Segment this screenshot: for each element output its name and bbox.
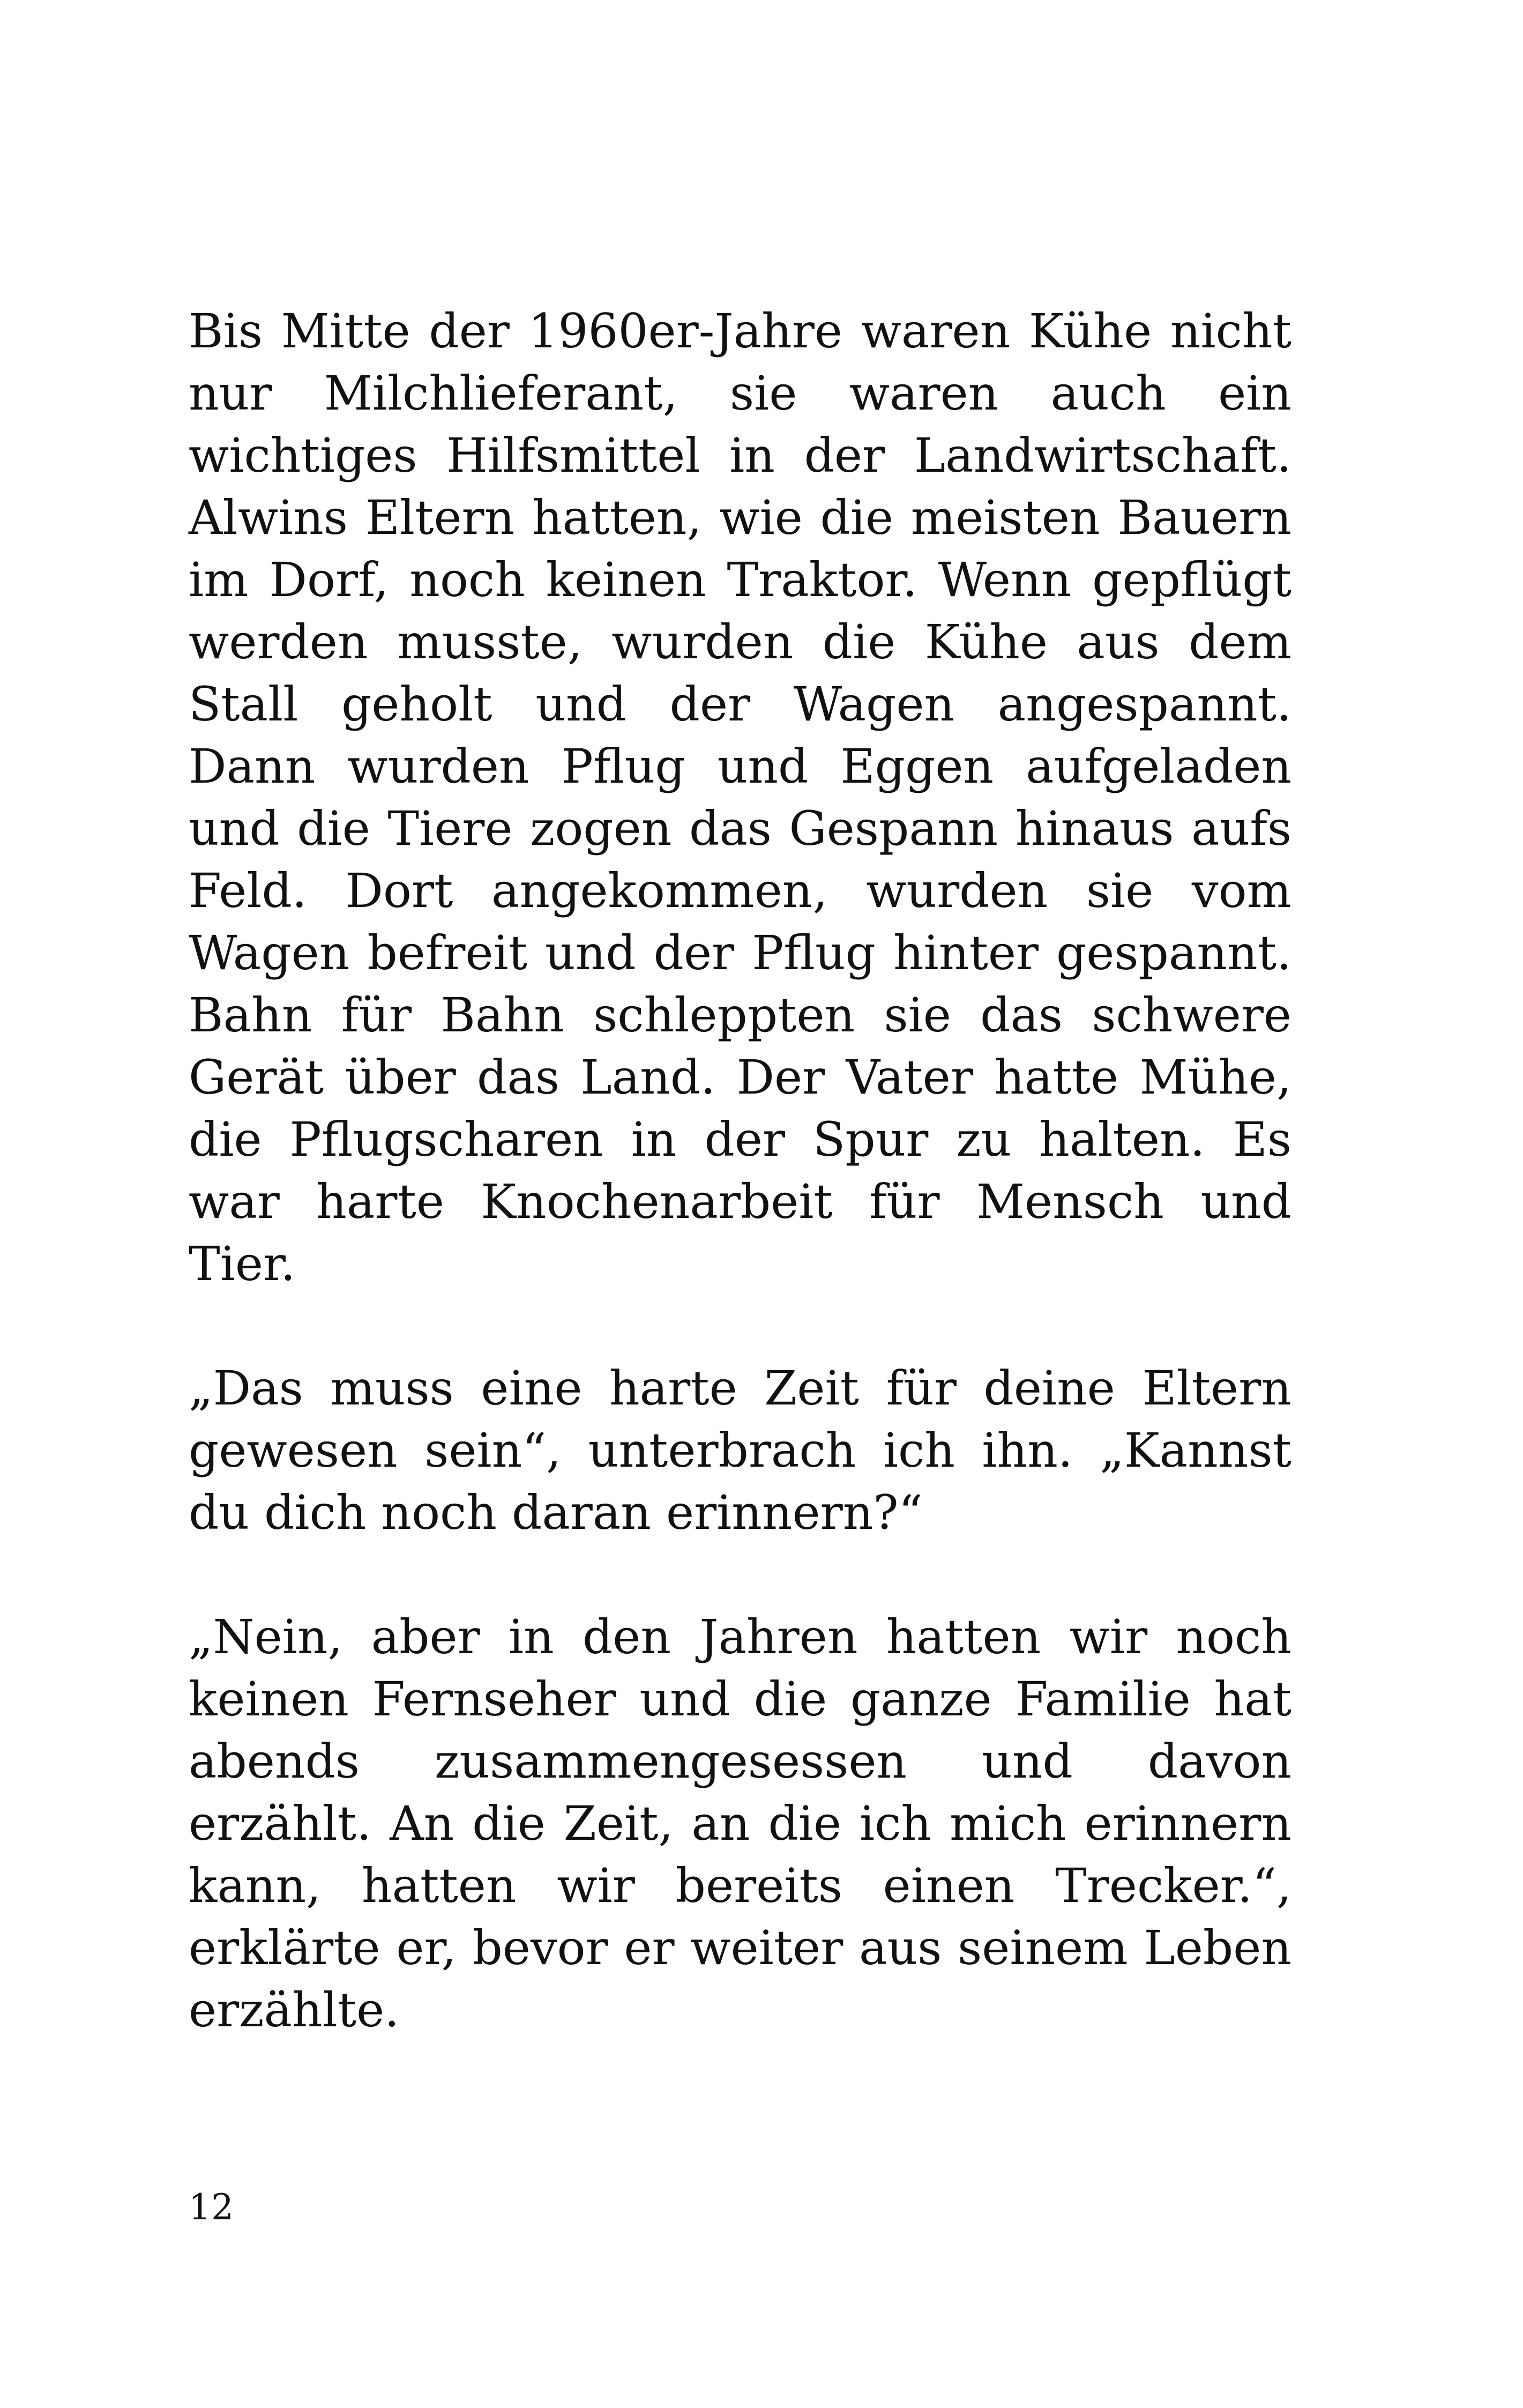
paragraph-1: Bis Mitte der 1960er-Jahre waren Kühe nicht nur Milchlieferant, sie waren auch ein wichtiges Hilfsmittel in der Landwirtschaft. Alwins Eltern hatten, wie die meisten Bauern im Dorf, noch keinen Traktor. Wenn gepflügt werden musste, wurden die Kühe aus dem Stall geholt und der Wagen angespannt. Dann wurden Pflug und Eggen aufgeladen und die Tiere zogen das Gespann hinaus aufs Feld. Dort angekommen, wurden sie vom Wagen befreit und der Pflug hinter gespannt. Bahn für Bahn schleppten sie das schwere Gerät über das Land. Der Vater hatte Mühe, die Pflugscharen in der Spur zu halten. Es war harte Knochenarbeit für Mensch und Tier. [189,303,1291,1291]
page-number: 12 [189,2187,234,2228]
page-body [189,300,1291,2041]
paragraph-2: „Das muss eine harte Zeit für deine Eltern gewesen sein“, unterbrach ich ihn. „Kannst du dich noch daran erinnern?“ [189,1361,1291,1540]
paragraph-3: „Nein, aber in den Jahren hatten wir noch keinen Fernseher und die ganze Familie hat abends zusammengesessen und davon erzählt. An die Zeit, an die ich mich erinnern kann, hatten wir bereits einen Trecker.“, erklärte er, bevor er weiter aus seinem Leben erzählte. [189,1609,1291,2038]
